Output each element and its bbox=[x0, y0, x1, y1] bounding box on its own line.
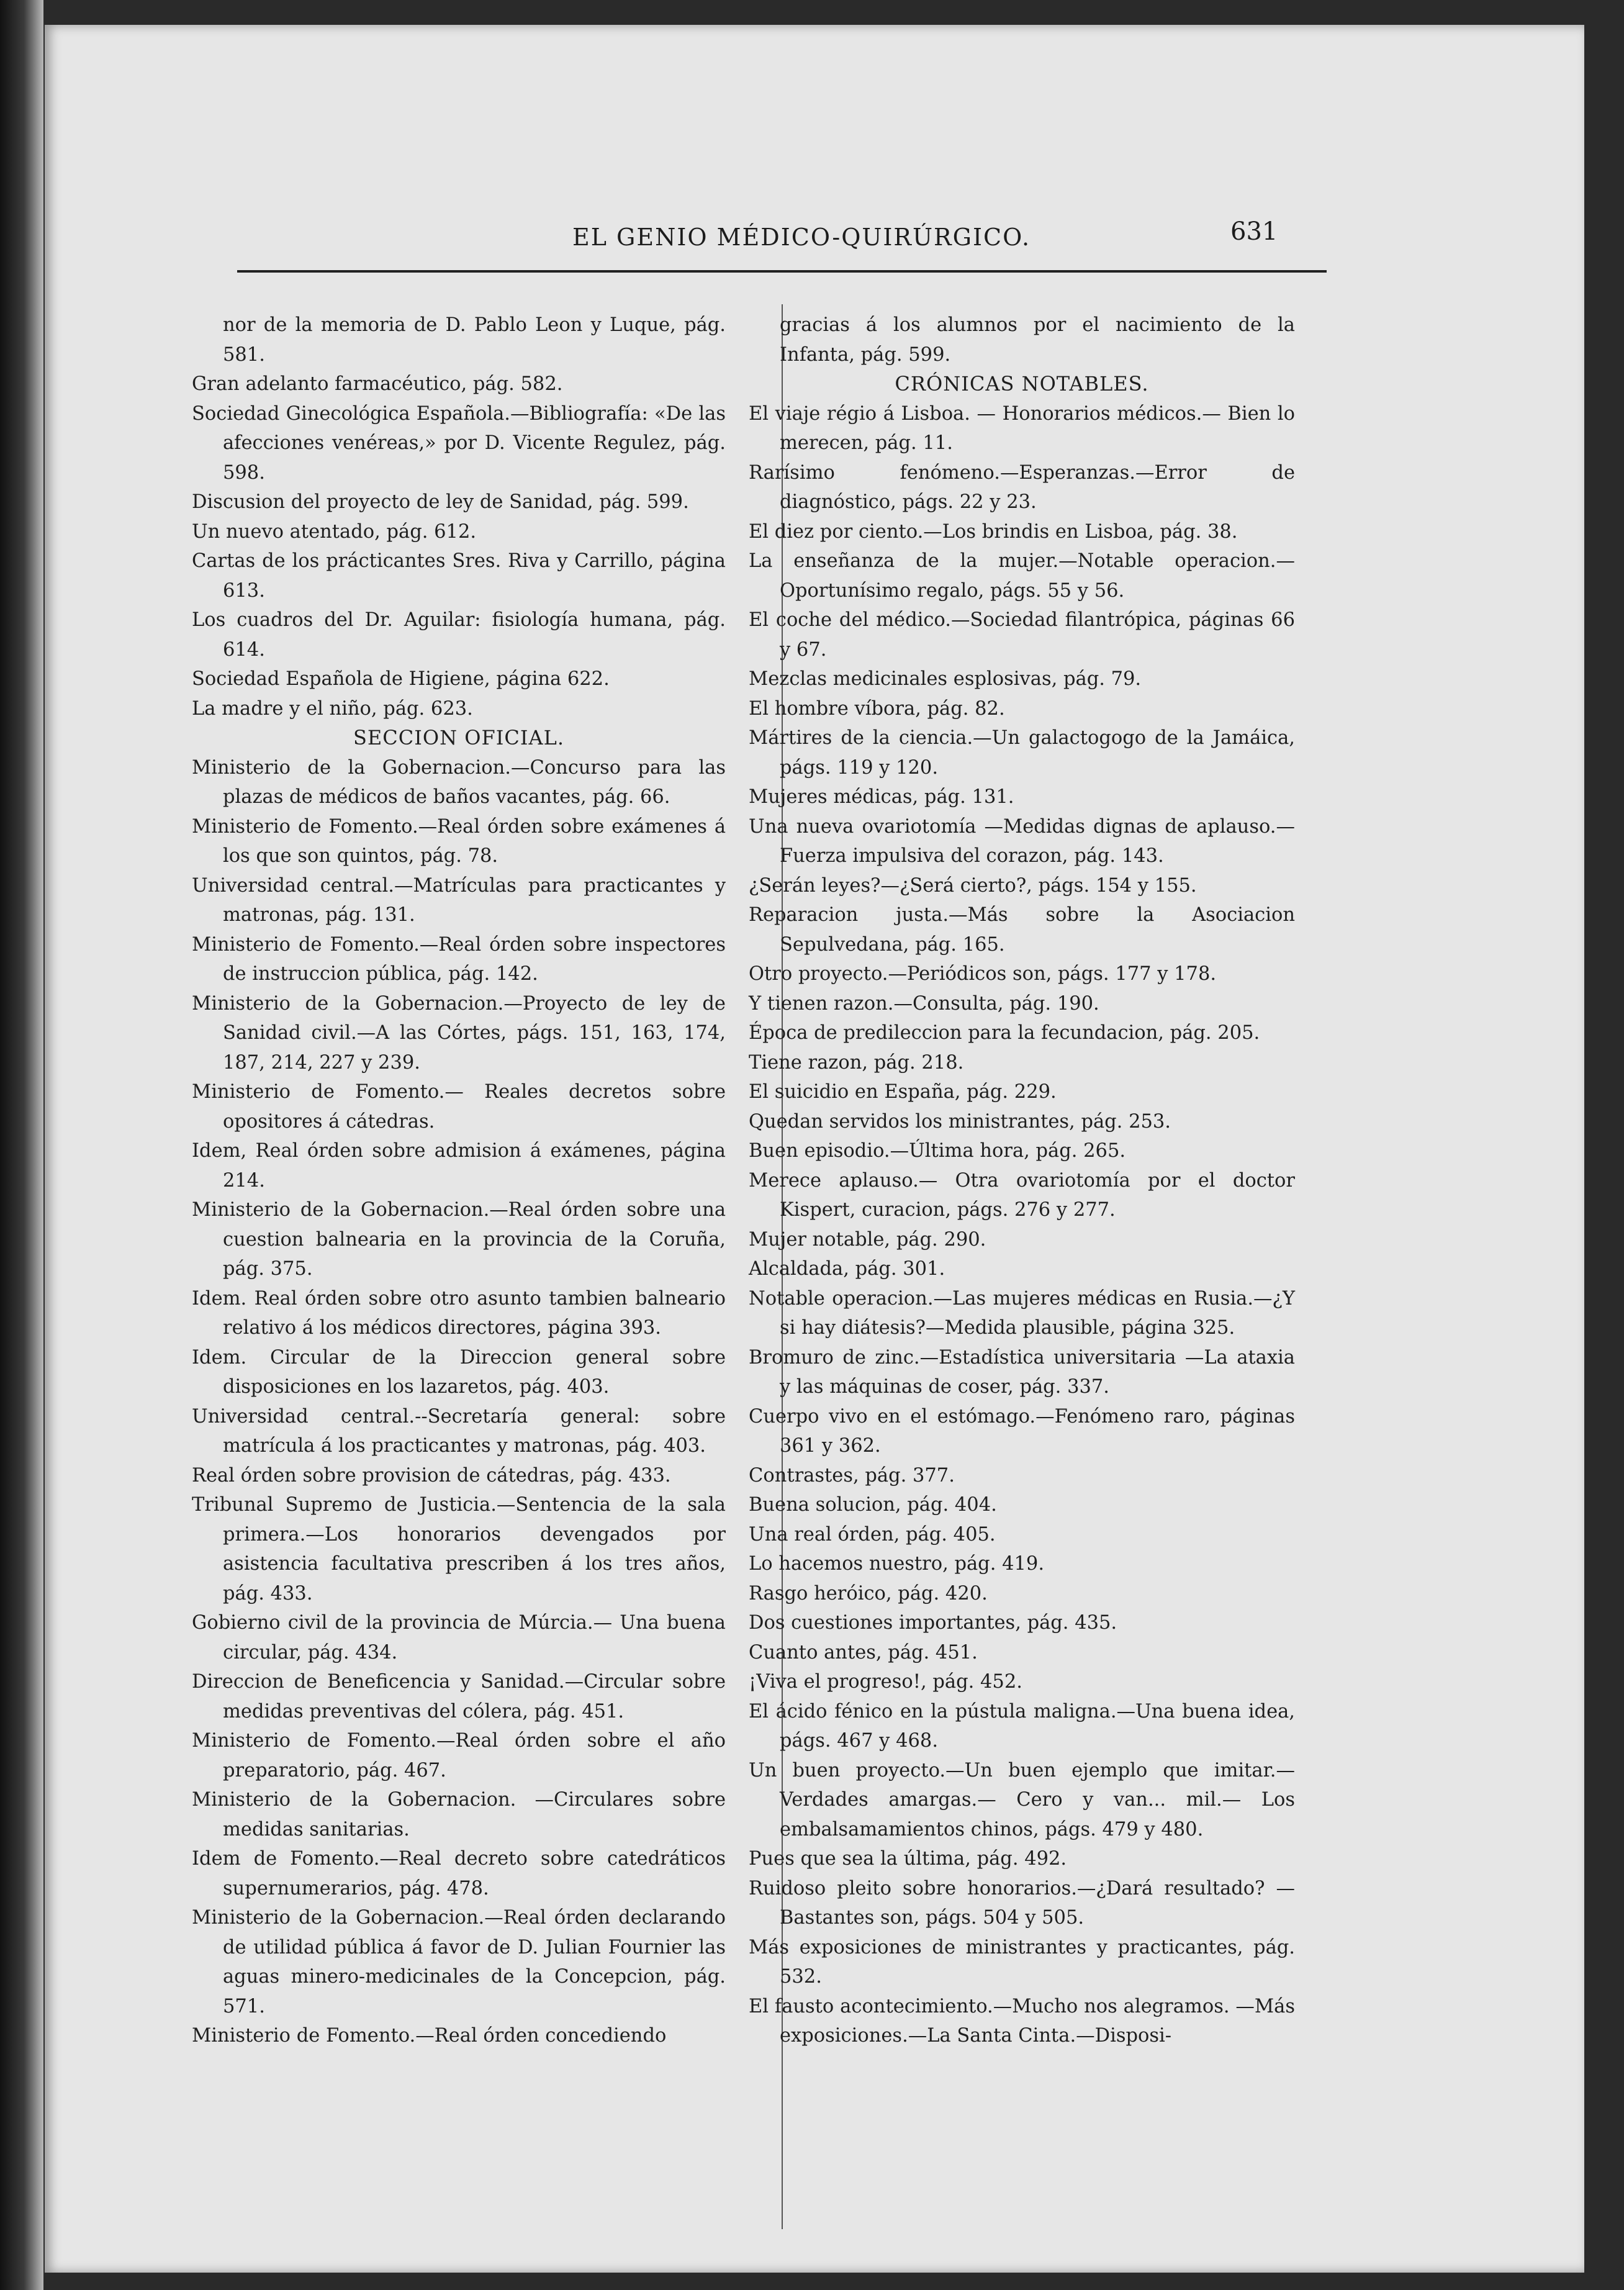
list-item: ¡Viva el progreso!, pág. 452. bbox=[749, 1671, 1022, 1693]
list-item: Ministerio de la Gobernacion.—Proyecto de ley de Sanidad civil.—A las Córtes, págs. 151, 163, 174, 187, 214, 227 y 239. bbox=[192, 992, 726, 1074]
list-item: Los cuadros del Dr. Aguilar: fisiología humana, pág. 614. bbox=[192, 609, 726, 661]
list-item: Sociedad Española de Higiene, página 622. bbox=[192, 668, 610, 690]
list-item: Buen episodio.—Última hora, pág. 265. bbox=[749, 1140, 1126, 1162]
list-item: Ministerio de la Gobernacion.—Real órden declarando de utilidad pública á favor de D. Julian Fournier las aguas minero-medicinales de la Concepcion, pág. 571. bbox=[192, 1907, 726, 2017]
list-item: Sociedad Ginecológica Española.—Bibliografía: «De las afecciones venéreas,» por D. Vicente Regulez, pág. 598. bbox=[192, 402, 726, 484]
list-item: Gran adelanto farmacéutico, pág. 582. bbox=[192, 373, 563, 395]
list-item: El suicidio en España, pág. 229. bbox=[749, 1081, 1057, 1103]
list-item: Buena solucion, pág. 404. bbox=[749, 1494, 997, 1516]
list-item: Reparacion justa.—Más sobre la Asociacion Sepulvedana, pág. 165. bbox=[749, 904, 1295, 956]
list-item: Alcaldada, pág. 301. bbox=[749, 1258, 945, 1280]
list-item: Idem. Circular de la Direccion general sobre disposiciones en los lazaretos, pág. 403. bbox=[192, 1346, 726, 1398]
list-item: Universidad central.—Matrículas para practicantes y matronas, pág. 131. bbox=[192, 874, 726, 926]
section-title-oficial: SECCION OFICIAL. bbox=[353, 726, 565, 749]
list-item: La madre y el niño, pág. 623. bbox=[192, 697, 473, 720]
list-item: ¿Serán leyes?—¿Será cierto?, págs. 154 y 155. bbox=[749, 874, 1197, 897]
right-column bbox=[749, 310, 1295, 2051]
list-item: Idem de Fomento.—Real decreto sobre catedráticos supernumerarios, pág. 478. bbox=[192, 1848, 726, 1899]
page-number: 631 bbox=[1230, 217, 1278, 246]
left-column bbox=[192, 310, 726, 2051]
list-item: Universidad central.--Secretaría general: sobre matrícula á los practicantes y matronas, pág. 403. bbox=[192, 1405, 726, 1457]
list-item: La enseñanza de la mujer.—Notable operacion.— Oportunísimo regalo, págs. 55 y 56. bbox=[749, 550, 1295, 602]
list-item: El viaje régio á Lisboa. — Honorarios médicos.— Bien lo merecen, pág. 11. bbox=[749, 402, 1295, 454]
list-item: Tiene razon, pág. 218. bbox=[749, 1051, 964, 1074]
list-item: Mártires de la ciencia.—Un galactogogo de la Jamáica, págs. 119 y 120. bbox=[749, 727, 1295, 779]
list-item: Un nuevo atentado, pág. 612. bbox=[192, 520, 477, 543]
list-item: Merece aplauso.— Otra ovariotomía por el doctor Kispert, curacion, págs. 276 y 277. bbox=[749, 1169, 1295, 1221]
list-item: Ministerio de Fomento.— Reales decretos sobre opositores á cátedras. bbox=[192, 1081, 726, 1133]
list-item: Notable operacion.—Las mujeres médicas en Rusia.—¿Y si hay diátesis?—Medida plausible, página 325. bbox=[749, 1287, 1295, 1339]
list-item: El fausto acontecimiento.—Mucho nos alegramos. —Más exposiciones.—La Santa Cinta.—Disposi- bbox=[749, 1995, 1295, 2047]
list-item: Otro proyecto.—Periódicos son, págs. 177 y 178. bbox=[749, 963, 1217, 985]
list-item: Una nueva ovariotomía —Medidas dignas de aplauso.—Fuerza impulsiva del corazon, pág. 143. bbox=[749, 815, 1295, 867]
list-item: Pues que sea la última, pág. 492. bbox=[749, 1848, 1067, 1870]
list-item: Quedan servidos los ministrantes, pág. 253. bbox=[749, 1110, 1171, 1133]
list-item: Mujeres médicas, pág. 131. bbox=[749, 786, 1014, 808]
list-item: Ministerio de Fomento.—Real órden concediendo bbox=[192, 2025, 667, 2047]
page bbox=[45, 25, 1584, 2273]
list-item: Discusion del proyecto de ley de Sanidad, pág. 599. bbox=[192, 491, 689, 513]
list-item: Contrastes, pág. 377. bbox=[749, 1464, 955, 1487]
list-item: Ministerio de la Gobernacion.—Concurso para las plazas de médicos de baños vacantes, pág. 66. bbox=[192, 756, 726, 808]
list-item: Lo hacemos nuestro, pág. 419. bbox=[749, 1553, 1045, 1575]
list-item: Más exposiciones de ministrantes y practicantes, pág. 532. bbox=[749, 1936, 1295, 1988]
list-item: Un buen proyecto.—Un buen ejemplo que imitar.— Verdades amargas.— Cero y van... mil.— Los embalsamamientos chinos, págs. 479 y 480. bbox=[749, 1759, 1295, 1840]
list-item: Ministerio de la Gobernacion.—Real órden sobre una cuestion balnearia en la provincia de la Coruña, pág. 375. bbox=[192, 1199, 726, 1280]
list-item: El hombre víbora, pág. 82. bbox=[749, 697, 1005, 720]
list-item: Idem, Real órden sobre admision á exámenes, página 214. bbox=[192, 1140, 726, 1192]
list-item: Mezclas medicinales esplosivas, pág. 79. bbox=[749, 668, 1142, 690]
running-title: EL GENIO MÉDICO-QUIRÚRGICO. bbox=[572, 224, 1031, 251]
list-item: Ministerio de Fomento.—Real órden sobre exámenes á los que son quintos, pág. 78. bbox=[192, 815, 726, 867]
list-item: El ácido fénico en la pústula maligna.—Una buena idea, págs. 467 y 468. bbox=[749, 1700, 1295, 1752]
header-rule bbox=[237, 270, 1327, 273]
list-item: Ministerio de la Gobernacion. —Circulares sobre medidas sanitarias. bbox=[192, 1789, 726, 1840]
page-header bbox=[237, 211, 1355, 261]
list-item: Gobierno civil de la provincia de Múrcia.— Una buena circular, pág. 434. bbox=[192, 1612, 726, 1663]
list-item: Cuanto antes, pág. 451. bbox=[749, 1641, 978, 1663]
list-item: El diez por ciento.—Los brindis en Lisboa, pág. 38. bbox=[749, 520, 1238, 543]
book-spine-edge bbox=[0, 0, 43, 2290]
list-item: Ministerio de Fomento.—Real órden sobre el año preparatorio, pág. 467. bbox=[192, 1730, 726, 1781]
list-item: Ministerio de Fomento.—Real órden sobre inspectores de instruccion pública, pág. 142. bbox=[192, 933, 726, 985]
list-item: nor de la memoria de D. Pablo Leon y Luque, pág. 581. bbox=[223, 314, 726, 366]
list-item: Dos cuestiones importantes, pág. 435. bbox=[749, 1612, 1117, 1634]
list-item: Ruidoso pleito sobre honorarios.—¿Dará resultado? —Bastantes son, págs. 504 y 505. bbox=[749, 1877, 1295, 1929]
list-item: Idem. Real órden sobre otro asunto tambien balneario relativo á los médicos directores, página 393. bbox=[192, 1287, 726, 1339]
list-item: gracias á los alumnos por el nacimiento de la Infanta, pág. 599. bbox=[780, 314, 1295, 366]
list-item: Cartas de los prácticantes Sres. Riva y Carrillo, página 613. bbox=[192, 550, 726, 602]
list-item: Época de predileccion para la fecundacion, pág. 205. bbox=[749, 1022, 1260, 1044]
list-item: Rasgo heróico, pág. 420. bbox=[749, 1582, 988, 1604]
list-item: Tribunal Supremo de Justicia.—Sentencia de la sala primera.—Los honorarios devengados por asistencia facultativa prescriben á los tres años, pág. 433. bbox=[192, 1494, 726, 1604]
list-item: Mujer notable, pág. 290. bbox=[749, 1228, 986, 1251]
list-item: Y tienen razon.—Consulta, pág. 190. bbox=[749, 992, 1099, 1015]
list-item: El coche del médico.—Sociedad filantrópica, páginas 66 y 67. bbox=[749, 609, 1295, 661]
list-item: Real órden sobre provision de cátedras, pág. 433. bbox=[192, 1464, 671, 1487]
list-item: Una real órden, pág. 405. bbox=[749, 1523, 996, 1546]
list-item: Direccion de Beneficencia y Sanidad.—Circular sobre medidas preventivas del cólera, pág. 451. bbox=[192, 1671, 726, 1722]
list-item: Rarísimo fenómeno.—Esperanzas.—Error de diagnóstico, págs. 22 y 23. bbox=[749, 461, 1295, 513]
section-title-cronicas: CRÓNICAS NOTABLES. bbox=[895, 372, 1149, 396]
list-item: Cuerpo vivo en el estómago.—Fenómeno raro, páginas 361 y 362. bbox=[749, 1405, 1295, 1457]
list-item: Bromuro de zinc.—Estadística universitaria —La ataxia y las máquinas de coser, pág. 337. bbox=[749, 1346, 1295, 1398]
